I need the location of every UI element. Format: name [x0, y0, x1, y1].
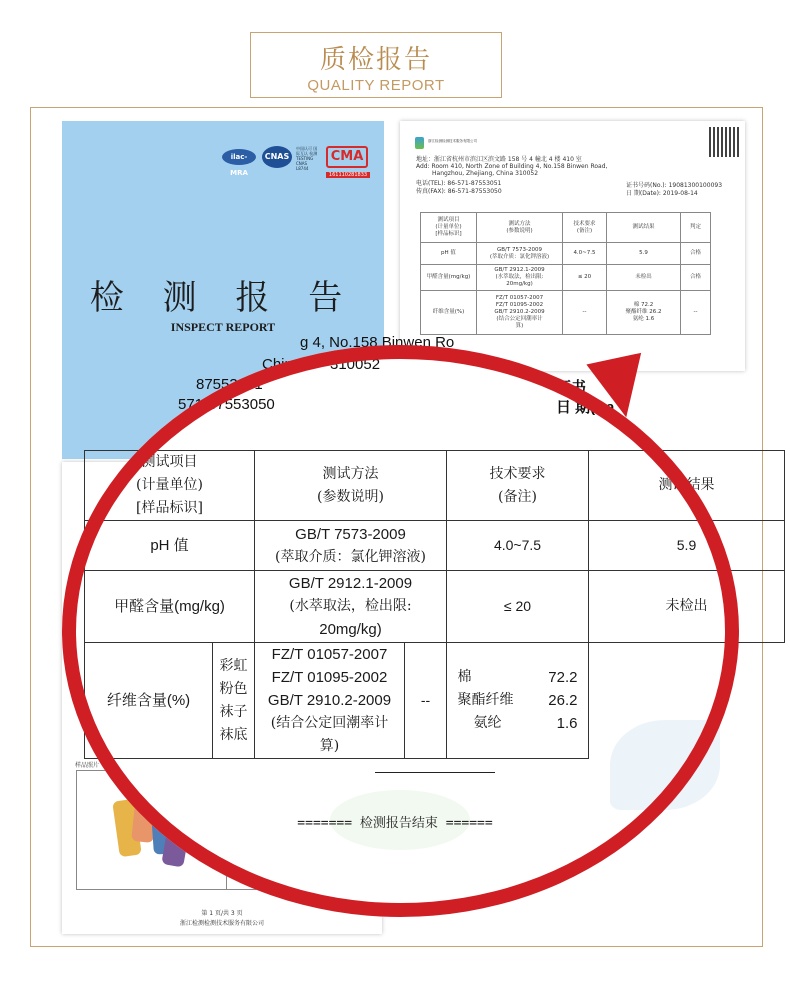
method-line: 算) [319, 738, 340, 754]
cnas-note: 中国认可 国际互认 检测 TESTING CNAS L8744 [296, 146, 318, 171]
header-result-cell: 测试结果 [589, 451, 785, 521]
doc-results-table [420, 212, 711, 335]
peek-cert: 证书 [556, 379, 587, 396]
qr-code-icon [709, 127, 739, 157]
table-cell: FZ/T 01057-2007 FZ/T 01095-2002 GB/T 2910.2-2009 (结合公定回潮率计 算) [477, 291, 563, 335]
sample-tag-line: 袜底 [219, 726, 248, 743]
header-method-line: (参数说明) [317, 488, 384, 505]
table-cell: 未检出 [607, 265, 681, 291]
cma-number: 161110281833 [326, 172, 370, 178]
header-requirement-line: 技术要求 [489, 465, 546, 482]
fiber-value: 72.2 [548, 669, 578, 686]
method-line: (结合公定回潮率计 [270, 715, 389, 731]
result-cell: 5.9 [589, 521, 785, 571]
header-method-line: 测试方法 [322, 465, 379, 482]
peek-address: g 4, No.158 Binwen Ro [300, 334, 455, 351]
magnifier-ring [62, 345, 739, 917]
doc-address-en-1: Add: Room 410, North Zone of Building 4, No.158 Binwen Road, [416, 163, 608, 170]
table-header-cell: 技术要求 (备注) [563, 213, 607, 243]
sample-tag-line: 袜子 [219, 703, 248, 720]
table-cell: 合格 [681, 243, 711, 265]
fiber-value: 26.2 [548, 692, 578, 709]
peek-tel: 87553051 [196, 376, 263, 393]
doc-fax: 传真(FAX): 86-571-87553050 [416, 188, 502, 195]
method-line: (水萃取法，检出限: [289, 598, 412, 614]
table-cell: 4.0~7.5 [563, 243, 607, 265]
table-cell: -- [681, 291, 711, 335]
sample-tag-line: 彩虹 [219, 657, 248, 674]
table-header-cell: 测试方法 (参数说明) [477, 213, 563, 243]
requirement-cell: ≤ 20 [447, 571, 589, 643]
ilac-logo-icon: ilac-MRA [222, 149, 256, 165]
table-row [421, 291, 711, 335]
requirement-cell: 4.0~7.5 [447, 521, 589, 571]
fiber-value: 1.6 [556, 715, 578, 732]
page-number: 第 1 页/共 3 页 [201, 910, 243, 917]
method-line: FZ/T 01057-2007 [271, 646, 388, 663]
method-line: GB/T 2912.1-2009 [288, 575, 413, 592]
result-cell: 未检出 [589, 571, 785, 643]
org-logo-icon [415, 137, 424, 149]
peek-city: China [262, 356, 302, 373]
table-header-cell: 判定 [681, 213, 711, 243]
fiber-label: 棉 [457, 669, 472, 685]
table-cell: ≤ 20 [563, 265, 607, 291]
method-line: 20mg/kg) [319, 621, 382, 638]
table-cell: 纤维含量(%) [421, 291, 477, 335]
report-end-text: ======= 检测报告结束 ====== [297, 816, 493, 831]
peek-date: 日 期(Da [556, 399, 615, 416]
sample-photo-label: 样品照片 [75, 762, 100, 769]
cover-title: 检 测 报 告 [89, 278, 357, 318]
doc-org-name: 浙江检测检测技术服务有限公司 [428, 139, 477, 143]
cma-logo-icon: CMA [326, 146, 368, 168]
header-requirement-line: (备注) [498, 488, 537, 505]
table-cell: GB/T 2912.1-2009 (水萃取法，检出限: 20mg/kg) [477, 265, 563, 291]
item-text: 甲醛含量(mg/kg) [114, 597, 225, 615]
doc-date: 日 期(Date): 2019-08-14 [626, 190, 698, 197]
cover-subtitle: INSPECT REPORT [170, 320, 276, 334]
header-title-en: QUALITY REPORT [307, 77, 445, 94]
table-row [421, 265, 711, 291]
peek-fax: 571-87553050 [178, 396, 275, 413]
doc-address-en-2: Hangzhou, Zhejiang, China 310052 [432, 170, 539, 177]
method-line: (萃取介质：氯化钾溶液) [275, 548, 426, 565]
header-title-zh: 质检报告 [319, 45, 432, 75]
cnas-logo-icon: CNAS [262, 146, 292, 168]
table-header-cell: 测试项目 (计量单位) [样品标识] [421, 213, 477, 243]
doc-address-zh: 地址：浙江省杭州市滨江区滨文路 158 号 4 幢北 4 楼 410 室 [416, 156, 582, 163]
table-cell: 棉 72.2 聚酯纤维 26.2 氨纶 1.6 [607, 291, 681, 335]
item-text: pH 值 [150, 536, 189, 554]
doc-tel: 电话(TEL): 86-571-87553051 [416, 180, 502, 187]
peek-postcode: 310052 [330, 356, 381, 373]
method-line: FZ/T 01095-2002 [271, 669, 388, 686]
item-text: 纤维含量(%) [106, 691, 191, 709]
magnifier-pointer-icon [586, 353, 653, 423]
method-line: GB/T 2910.2-2009 [267, 692, 392, 709]
sample-tag-line: 粉色 [219, 680, 248, 697]
header-item-line: [样品标识] [136, 500, 203, 516]
method-line: GB/T 7573-2009 [295, 525, 406, 543]
header-item-line: 测试项目 [141, 454, 198, 470]
table-cell: -- [563, 291, 607, 335]
header-item-line: (计量单位) [136, 477, 203, 493]
report-header [250, 32, 502, 98]
requirement-cell: -- [405, 643, 447, 759]
table-cell: 合格 [681, 265, 711, 291]
table-header-cell: 测试结果 [607, 213, 681, 243]
fiber-label: 氨纶 [473, 715, 502, 731]
table-cell: 甲醛含量(mg/kg) [421, 265, 477, 291]
doc-cert-no: 证书号码(No.): 19081300100093 [626, 182, 723, 189]
table-row [421, 213, 711, 243]
table-cell: GB/T 7573-2009 (萃取介质：氯化钾溶液) [477, 243, 563, 265]
table-row [421, 243, 711, 265]
table-cell: 5.9 [607, 243, 681, 265]
table-cell: pH 值 [421, 243, 477, 265]
footer-org: 浙江检测检测技术服务有限公司 [179, 920, 264, 927]
fiber-label: 聚酯纤维 [457, 692, 514, 708]
